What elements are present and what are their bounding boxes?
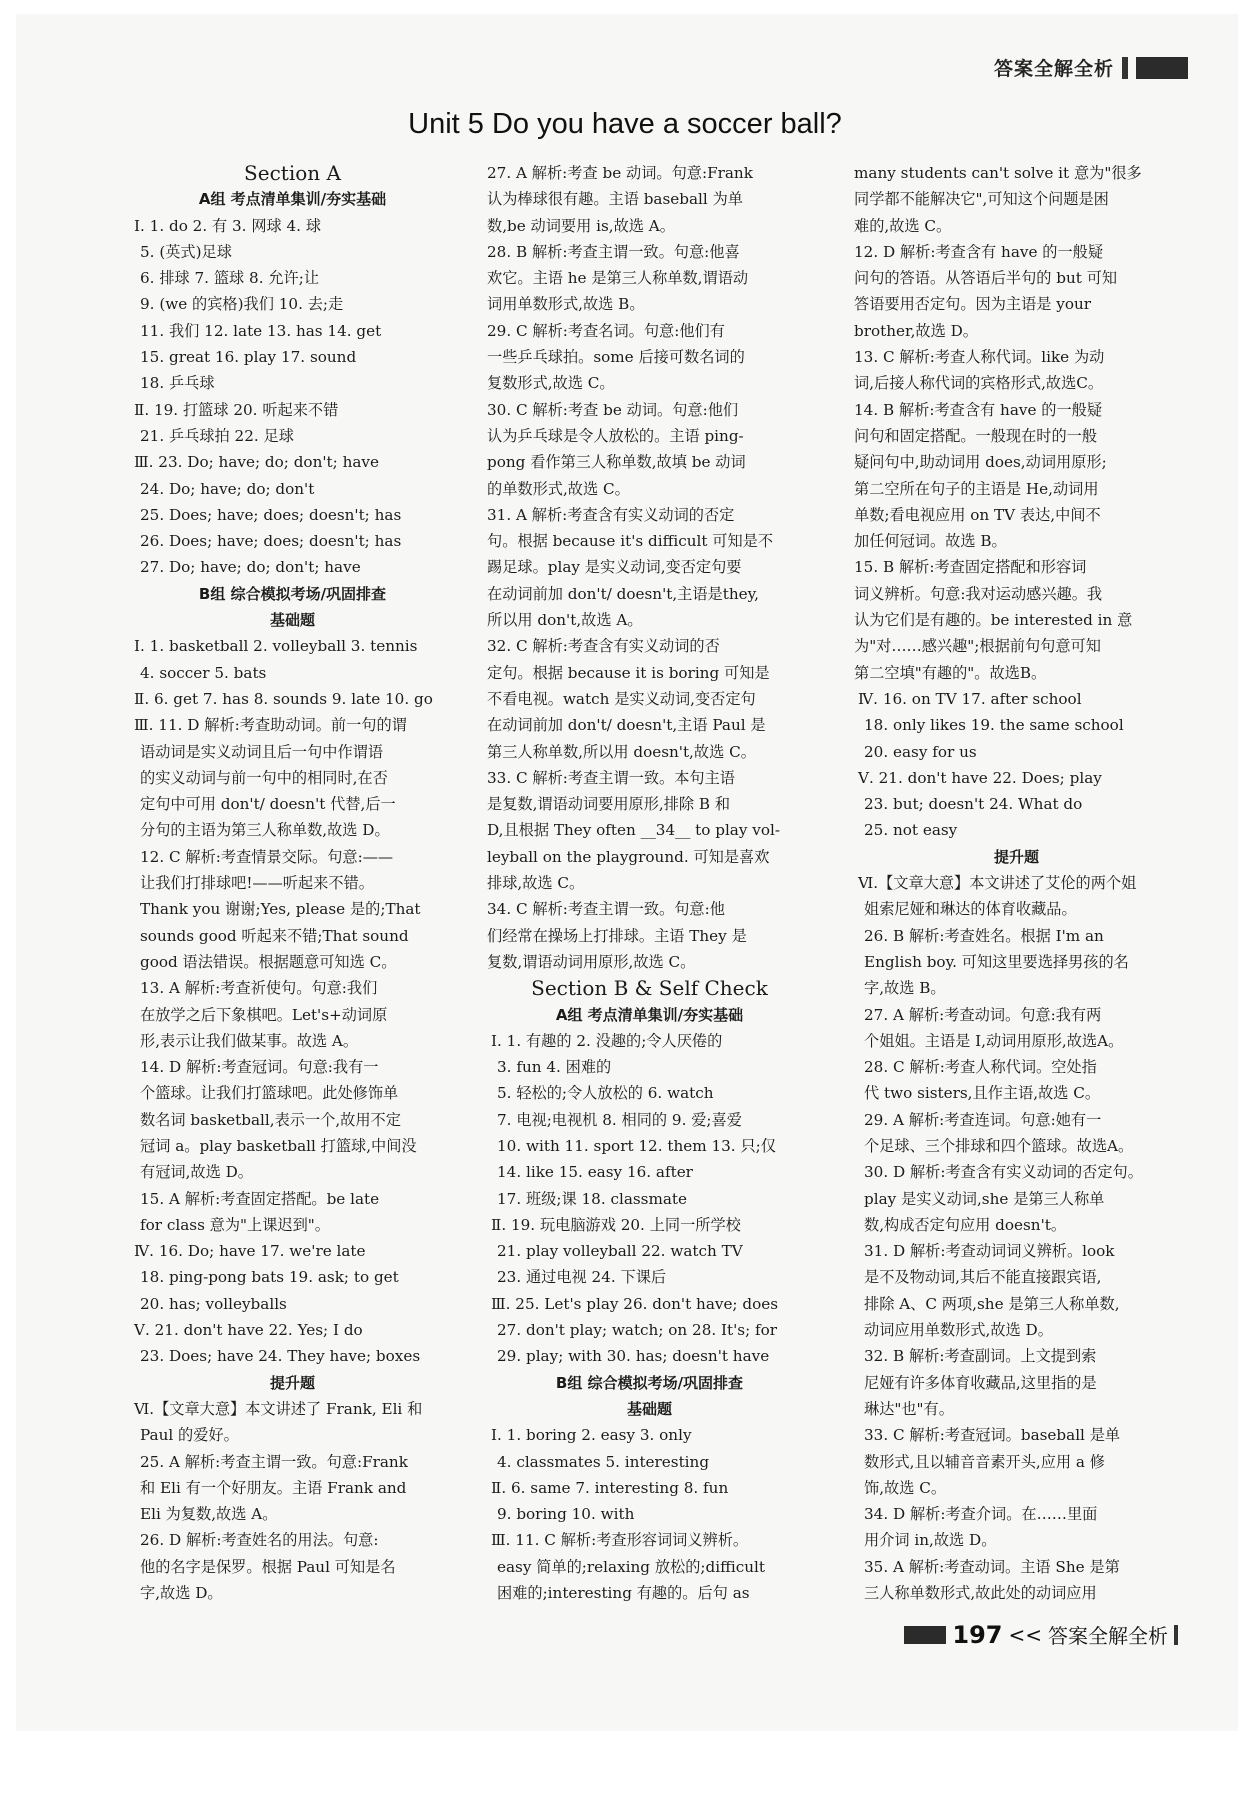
- answer-line: 25. A 解析:考查主谓一致。句意:Frank: [140, 1452, 408, 1471]
- answer-line: Ⅱ. 6. get 7. has 8. sounds 9. late 10. go: [134, 689, 433, 708]
- answer-line: 4. classmates 5. interesting: [497, 1452, 710, 1471]
- answer-line: 28. C 解析:考查人称代词。空处指: [864, 1058, 1097, 1077]
- answer-line: many students can't solve it 意为"很多: [854, 164, 1142, 182]
- answer-line: 字,故选 D。: [140, 1584, 223, 1603]
- answer-line: pong 看作第三人称单数,故填 be 动词: [487, 453, 746, 472]
- answer-line: 加任何冠词。故选 B。: [854, 532, 1007, 551]
- answer-line: Ⅱ. 19. 打篮球 20. 听起来不错: [134, 400, 339, 419]
- answer-line: 31. A 解析:考查含有实义动词的否定: [487, 505, 735, 524]
- answer-column-3: [854, 160, 1179, 1606]
- answer-line: 冠词 a。play basketball 打篮球,中间没: [140, 1136, 417, 1155]
- answer-line: 定句中可用 don't/ doesn't 代替,后一: [140, 795, 396, 814]
- answer-line: 代 two sisters,且作主语,故选 C。: [864, 1084, 1101, 1103]
- answer-line: 问句和固定搭配。一般现在时的一般: [854, 426, 1097, 445]
- footer-divider: [1174, 1625, 1178, 1645]
- header-tag-text: 答案全解全析: [993, 58, 1114, 80]
- answer-line: 一些乒乓球拍。some 后接可数名词的: [487, 348, 745, 367]
- answer-line: 问句的答语。从答语后半句的 but 可知: [854, 269, 1118, 288]
- answer-line: 数,be 动词要用 is,故选 A。: [487, 216, 675, 235]
- answer-line: 第三人称单数,所以用 doesn't,故选 C。: [487, 742, 756, 761]
- answer-line: brother,故选 D。: [854, 321, 978, 340]
- answer-line: Ⅴ. 21. don't have 22. Does; play: [858, 768, 1102, 787]
- group-heading: B组 综合模拟考场/巩固排查: [555, 1373, 744, 1392]
- answer-line: 他的名字是保罗。根据 Paul 可知是名: [140, 1557, 396, 1576]
- answer-line: 9. boring 10. with: [497, 1505, 635, 1524]
- group-heading: B组 综合模拟考场/巩固排查: [198, 584, 387, 603]
- answer-line: Ⅲ. 11. D 解析:考查助动词。前一句的谓: [134, 716, 407, 735]
- answer-line: 是复数,谓语动词要用原形,排除 B 和: [487, 795, 731, 814]
- answer-line: 21. play volleyball 22. watch TV: [497, 1242, 743, 1261]
- answer-line: Ⅰ. 1. 有趣的 2. 没趣的;令人厌倦的: [491, 1031, 723, 1050]
- answer-line: 单数;看电视应用 on TV 表达,中间不: [854, 505, 1101, 524]
- answer-line: 18. only likes 19. the same school: [864, 716, 1124, 735]
- answer-line: 让我们打排球吧!——听起来不错。: [140, 874, 374, 893]
- answer-line: 27. Do; have; do; don't; have: [140, 558, 361, 577]
- page-number: 197: [952, 1620, 1003, 1649]
- answer-line: 认为棒球很有趣。主语 baseball 为单: [487, 190, 743, 209]
- answer-line: 琳达"也"有。: [864, 1399, 954, 1418]
- answer-line: 第二空所在句子的主语是 He,动词用: [854, 479, 1099, 498]
- answer-line: Ⅲ. 23. Do; have; do; don't; have: [134, 453, 379, 472]
- answer-line: 17. 班级;课 18. classmate: [497, 1189, 688, 1208]
- answer-line: 12. C 解析:考查情景交际。句意:——: [140, 847, 394, 866]
- group-heading: A组 考点清单集训/夯实基础: [198, 190, 387, 209]
- footer-block: [904, 1626, 946, 1644]
- answer-line: 18. ping-pong bats 19. ask; to get: [140, 1268, 399, 1287]
- group-heading: A组 考点清单集训/夯实基础: [555, 1005, 744, 1024]
- answer-line: Eli 为复数,故选 A。: [140, 1505, 278, 1524]
- answer-line: 字,故选 B。: [864, 979, 946, 998]
- answer-line: 认为乒乓球是令人放松的。主语 ping-: [487, 426, 744, 445]
- answer-line: 15. A 解析:考查固定搭配。be late: [140, 1189, 380, 1208]
- answer-line: 27. A 解析:考查动词。句意:我有两: [864, 1005, 1102, 1024]
- answer-line: 疑问句中,助动词用 does,动词用原形;: [854, 453, 1107, 472]
- answer-line: 数,构成否定句应用 doesn't。: [864, 1215, 1067, 1234]
- answer-line: 4. soccer 5. bats: [140, 663, 267, 682]
- answer-line: 29. play; with 30. has; doesn't have: [497, 1347, 770, 1366]
- answer-line: 28. B 解析:考查主谓一致。句意:他喜: [487, 242, 740, 261]
- answer-line: easy 简单的;relaxing 放松的;difficult: [497, 1557, 765, 1576]
- answer-line: 23. 通过电视 24. 下课后: [497, 1268, 667, 1287]
- answer-line: 个姐姐。主语是 I,动词用原形,故选A。: [864, 1031, 1124, 1050]
- answer-line: 同学都不能解决它",可知这个问题是困: [854, 190, 1109, 209]
- answer-line: Ⅴ. 21. don't have 22. Yes; I do: [134, 1321, 363, 1340]
- answer-line: 在动词前加 don't/ doesn't,主语是they,: [487, 584, 759, 603]
- answer-line: 13. C 解析:考查人称代词。like 为动: [854, 348, 1105, 367]
- answer-line: 5. (英式)足球: [140, 242, 232, 261]
- answer-line: 34. D 解析:考查介词。在……里面: [864, 1505, 1098, 1524]
- answer-line: 饰,故选 C。: [864, 1478, 947, 1497]
- answer-line: 困难的;interesting 有趣的。后句 as: [497, 1584, 750, 1603]
- answer-line: 踢足球。play 是实义动词,变否定句要: [487, 558, 742, 577]
- section-heading: Section B & Self Check: [531, 976, 768, 1001]
- answer-line: 27. A 解析:考查 be 动词。句意:Frank: [487, 164, 753, 182]
- answer-line: 14. B 解析:考查含有 have 的一般疑: [854, 400, 1103, 419]
- answer-line: Ⅲ. 25. Let's play 26. don't have; does: [491, 1294, 779, 1313]
- answer-line: 所以用 don't,故选 A。: [487, 611, 643, 630]
- page-margin: [0, 1731, 1250, 1809]
- answer-line: 32. B 解析:考查副词。上文提到索: [864, 1347, 1097, 1366]
- answer-line: 个足球、三个排球和四个篮球。故选A。: [864, 1136, 1134, 1155]
- answer-line: 在动词前加 don't/ doesn't,主语 Paul 是: [487, 716, 766, 735]
- answer-line: Ⅵ.【文章大意】本文讲述了艾伦的两个姐: [858, 874, 1137, 893]
- answer-line: 29. C 解析:考查名词。句意:他们有: [487, 321, 725, 340]
- answer-line: 20. has; volleyballs: [140, 1294, 287, 1313]
- answer-line: 们经常在操场上打排球。主语 They 是: [487, 926, 747, 945]
- answer-line: Ⅱ. 19. 玩电脑游戏 20. 上同一所学校: [491, 1215, 741, 1234]
- answer-line: 26. Does; have; does; doesn't; has: [140, 532, 402, 551]
- answer-line: 33. C 解析:考查主谓一致。本句主语: [487, 768, 735, 787]
- unit-title: Unit 5 Do you have a soccer ball?: [408, 108, 842, 140]
- answer-line: 14. like 15. easy 16. after: [497, 1163, 693, 1182]
- answer-line: 定句。根据 because it is boring 可知是: [487, 663, 770, 682]
- answer-line: 23. Does; have 24. They have; boxes: [140, 1347, 421, 1366]
- answer-line: Ⅲ. 11. C 解析:考查形容词词义辨析。: [491, 1531, 749, 1550]
- answer-line: 在放学之后下象棋吧。Let's+动词原: [140, 1005, 388, 1024]
- answer-line: 有冠词,故选 D。: [140, 1163, 253, 1182]
- footer-arrows: <<: [1008, 1622, 1042, 1647]
- answer-line: 用介词 in,故选 D。: [864, 1531, 997, 1550]
- answer-line: 的实义动词与前一句中的相同时,在否: [140, 768, 388, 787]
- answer-line: sounds good 听起来不错;That sound: [140, 926, 409, 945]
- answer-line: English boy. 可知这里要选择男孩的名: [864, 952, 1129, 971]
- answer-line: for class 意为"上课迟到"。: [140, 1215, 330, 1234]
- answer-line: 25. not easy: [864, 821, 958, 840]
- answer-line: 答语要用否定句。因为主语是 your: [854, 295, 1092, 314]
- answer-line: 三人称单数形式,故此处的动词应用: [864, 1584, 1097, 1603]
- answer-line: 6. 排球 7. 篮球 8. 允许;让: [140, 269, 320, 288]
- answer-line: 26. D 解析:考查姓名的用法。句意:: [140, 1531, 379, 1550]
- answer-line: 词,后接人称代词的宾格形式,故选C。: [854, 374, 1104, 393]
- answer-line: 语动词是实义动词且后一句中作谓语: [140, 742, 383, 761]
- header-tag: [994, 54, 1188, 81]
- answer-column-2: [487, 160, 812, 1606]
- answer-line: Thank you 谢谢;Yes, please 是的;That: [140, 900, 421, 919]
- answer-line: 尼娅有许多体育收藏品,这里指的是: [864, 1373, 1097, 1392]
- answer-line: 26. B 解析:考查姓名。根据 I'm an: [864, 926, 1104, 945]
- answer-line: 35. A 解析:考查动词。主语 She 是第: [864, 1557, 1120, 1576]
- answer-line: 10. with 11. sport 12. them 13. 只;仅: [497, 1136, 776, 1155]
- answer-line: 认为它们是有趣的。be interested in 意: [854, 611, 1133, 630]
- answer-line: 11. 我们 12. late 13. has 14. get: [140, 321, 382, 340]
- answer-line: 难的,故选 C。: [854, 216, 952, 235]
- answer-line: D,且根据 They often __34__ to play vol-: [487, 821, 780, 840]
- answer-line: 和 Eli 有一个好朋友。主语 Frank and: [140, 1478, 407, 1497]
- answer-line: 个篮球。让我们打篮球吧。此处修饰单: [140, 1084, 399, 1103]
- group-heading: 提升题: [269, 1373, 315, 1392]
- group-heading: 提升题: [993, 847, 1039, 866]
- answer-line: Ⅰ. 1. basketball 2. volleyball 3. tennis: [134, 637, 418, 656]
- answer-line: 排除 A、C 两项,she 是第三人称单数,: [864, 1294, 1120, 1313]
- answer-column-1: [130, 160, 455, 1606]
- answer-line: 20. easy for us: [864, 742, 977, 761]
- answer-line: 姐索尼娅和琳达的体育收藏品。: [864, 900, 1077, 919]
- answer-line: 9. (we 的宾格)我们 10. 去;走: [140, 295, 344, 314]
- answer-line: 15. great 16. play 17. sound: [140, 348, 357, 367]
- answer-line: Ⅳ. 16. on TV 17. after school: [858, 689, 1082, 708]
- answer-line: 5. 轻松的;令人放松的 6. watch: [497, 1084, 714, 1103]
- answer-line: Ⅰ. 1. boring 2. easy 3. only: [491, 1426, 692, 1445]
- group-heading: 基础题: [626, 1399, 672, 1418]
- answer-line: 32. C 解析:考查含有实义动词的否: [487, 637, 720, 656]
- answer-line: 23. but; doesn't 24. What do: [864, 795, 1083, 814]
- group-heading: 基础题: [269, 611, 315, 630]
- answer-line: play 是实义动词,she 是第三人称单: [864, 1189, 1105, 1208]
- answer-line: 12. D 解析:考查含有 have 的一般疑: [854, 242, 1104, 261]
- answer-line: 3. fun 4. 困难的: [497, 1058, 612, 1077]
- answer-line: Paul 的爱好。: [140, 1426, 239, 1445]
- header-divider: [1122, 57, 1128, 79]
- answer-line: 31. D 解析:考查动词词义辨析。look: [864, 1242, 1115, 1261]
- section-heading: Section A: [244, 161, 341, 185]
- answer-line: 词用单数形式,故选 B。: [487, 295, 645, 314]
- answer-line: 形,表示让我们做某事。故选 A。: [140, 1031, 359, 1050]
- answer-line: 18. 乒乓球: [140, 374, 215, 393]
- answer-line: 24. Do; have; do; don't: [140, 479, 315, 498]
- answer-line: 分句的主语为第三人称单数,故选 D。: [140, 821, 390, 840]
- header-block: [1136, 57, 1188, 79]
- answer-line: 33. C 解析:考查冠词。baseball 是单: [864, 1426, 1121, 1445]
- footer-label: 答案全解全析: [1048, 1624, 1168, 1648]
- answer-line: 不看电视。watch 是实义动词,变否定句: [487, 689, 756, 708]
- answer-line: 14. D 解析:考查冠词。句意:我有一: [140, 1058, 379, 1077]
- answer-line: 复数形式,故选 C。: [487, 374, 615, 393]
- answer-line: 27. don't play; watch; on 28. It's; for: [497, 1321, 778, 1340]
- answer-line: 15. B 解析:考查固定搭配和形容词: [854, 558, 1087, 577]
- answer-line: Ⅱ. 6. same 7. interesting 8. fun: [491, 1478, 729, 1497]
- answer-line: Ⅰ. 1. do 2. 有 3. 网球 4. 球: [134, 216, 322, 235]
- answer-line: 句。根据 because it's difficult 可知是不: [487, 532, 774, 551]
- answer-line: 动词应用单数形式,故选 D。: [864, 1321, 1053, 1340]
- answer-line: 数形式,且以辅音音素开头,应用 a 修: [864, 1452, 1105, 1471]
- answer-line: 欢它。主语 he 是第三人称单数,谓语动: [487, 269, 749, 288]
- answer-line: 的单数形式,故选 C。: [487, 479, 630, 498]
- answer-line: 排球,故选 C。: [487, 874, 585, 893]
- answer-line: 29. A 解析:考查连词。句意:她有一: [864, 1110, 1102, 1129]
- page-footer: [904, 1620, 1178, 1649]
- answer-line: Ⅵ.【文章大意】本文讲述了 Frank, Eli 和: [134, 1399, 423, 1418]
- answer-line: leyball on the playground. 可知是喜欢: [487, 847, 770, 866]
- answer-line: 21. 乒乓球拍 22. 足球: [140, 426, 294, 445]
- answer-line: 13. A 解析:考查祈使句。句意:我们: [140, 979, 378, 998]
- answer-line: 30. D 解析:考查含有实义动词的否定句。: [864, 1163, 1143, 1182]
- answer-line: 25. Does; have; does; doesn't; has: [140, 505, 402, 524]
- answer-line: 34. C 解析:考查主谓一致。句意:他: [487, 900, 725, 919]
- answer-line: 第二空填"有趣的"。故选B。: [854, 663, 1047, 682]
- answer-line: 为"对……感兴趣";根据前句句意可知: [854, 637, 1101, 656]
- answer-line: 词义辨析。句意:我对运动感兴趣。我: [854, 584, 1103, 603]
- answer-line: 30. C 解析:考查 be 动词。句意:他们: [487, 400, 739, 419]
- answer-line: 数名词 basketball,表示一个,故用不定: [140, 1110, 401, 1129]
- answer-line: Ⅳ. 16. Do; have 17. we're late: [134, 1242, 366, 1261]
- answer-line: 7. 电视;电视机 8. 相同的 9. 爱;喜爱: [497, 1110, 742, 1129]
- answer-line: 是不及物动词,其后不能直接跟宾语,: [864, 1268, 1102, 1287]
- answer-line: good 语法错误。根据题意可知选 C。: [140, 952, 397, 971]
- answer-line: 复数,谓语动词用原形,故选 C。: [487, 952, 696, 971]
